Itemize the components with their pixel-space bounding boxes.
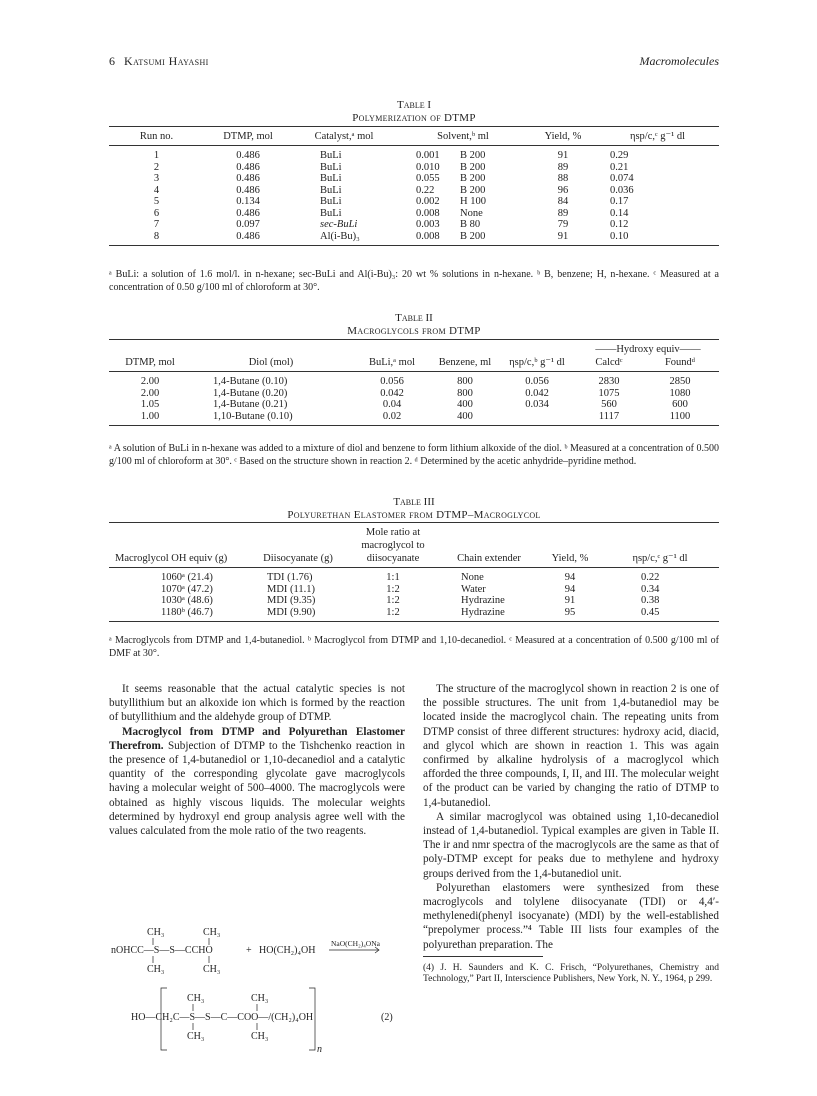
table2-group-header: ——Hydroxy equiv—— xyxy=(595,344,701,355)
ch3-label: CH₃ xyxy=(187,1031,205,1042)
table1-header-run: Run no. xyxy=(109,127,204,146)
table1-caption xyxy=(109,99,719,125)
left-column xyxy=(109,682,405,838)
table2-header-viscosity: ηsp/c,ᵇ g⁻¹ dl xyxy=(497,356,577,372)
table3-caption xyxy=(109,496,719,522)
ch3-label: CH₃ xyxy=(203,964,221,975)
table-row: 1.00 1,10-Butane (0.10) 0.02 400 1117 1100 xyxy=(109,411,719,426)
paragraph: Macroglycol from DTMP and Polyurethan Elastomer Therefrom. Subjection of DTMP to the Tishchenko reaction in the presence of 1,4-butanediol or 1,10-decanediol and a catalytic quantity of the corresponding glycolate gave macroglycols having a molecular weight of 500–4000. The macroglycols were obtained as highly viscous liquids. The molecular weights determined by hydroxyl end group analysis agree well with the values calculated from the mole ratio of the two reagents. xyxy=(109,725,405,838)
table-row: 1.05 1,4-Butane (0.21) 0.04 400 0.034 560 600 xyxy=(140,399,688,410)
paragraph: It seems reasonable that the actual catalytic species is not butyllithium but an alkoxide ion which is formed by the reaction of butyllithium and the aldehyde group of DTMP. xyxy=(109,683,405,724)
reaction-number: (2) xyxy=(381,1012,393,1023)
table-row: 5 0.134 BuLi 0.002 H 100 84 0.17 xyxy=(153,196,629,207)
table1 xyxy=(109,126,719,246)
ch3-label: CH₃ xyxy=(147,964,165,975)
table1-title: Polymerization of DTMP xyxy=(352,112,476,124)
table-row: 3 0.486 BuLi 0.055 B 200 88 0.074 xyxy=(153,173,634,184)
paragraph: The structure of the macroglycol shown in reaction 2 is one of the possible structures. The unit from 1,4-butanediol may be located inside the macroglycol chain. The repeating units from DTMP consist of three different structures: hydroxy acid, diacid, and glycol which are shown in reaction 1. This was again confirmed by alkaline hydrolysis of a macroglycol which afforded the three compounds, I, II, and III. The molecular weight of the product can be varied by changing the ratio of DTMP to 1,4-butanediol. xyxy=(423,683,719,809)
reactant-dtmp: nOHCC—S—S—CCHO xyxy=(111,945,213,956)
table3-header-moleratio: Mole ratio at macroglycol to diisocyanate xyxy=(347,523,439,568)
table2-header-found: Foundᵈ xyxy=(641,356,719,372)
ch3-label: CH₃ xyxy=(251,993,269,1004)
table1-label: Table I xyxy=(396,99,432,111)
table2-label: Table II xyxy=(395,312,433,324)
page-number-author xyxy=(109,54,209,69)
reactant-butanediol: HO(CH₂)₄OH xyxy=(259,945,316,956)
table1-header-yield: Yield, % xyxy=(530,127,596,146)
reference-4: (4) J. H. Saunders and K. C. Frisch, “Polyurethanes, Chemistry and Technology,” Part II, Interscience Publishers, New York, N. Y., 1964, p 299. xyxy=(423,962,719,985)
table2-caption xyxy=(109,312,719,338)
table3-header-extender: Chain extender xyxy=(439,523,539,568)
section-heading: Macroglycol from DTMP and Polyurethan Elastomer Therefrom. xyxy=(109,725,405,752)
table2-header-buli: BuLi,ᵃ mol xyxy=(351,356,433,372)
product-macroglycol: HO—CH₂C—S—S—C—COO—/(CH₂)₄OH xyxy=(131,1012,314,1023)
ch3-label: CH₃ xyxy=(187,993,205,1004)
table-row: 2 0.486 BuLi 0.010 B 200 89 0.21 xyxy=(153,161,629,173)
table1-header-dtmp: DTMP, mol xyxy=(204,127,292,146)
table3-footnote: ᵃ Macroglycols from DTMP and 1,4-butanediol. ᵇ Macroglycol from DTMP and 1,10-decanediol. ᶜ Measured at a concentration of 0.500 g/100 ml of DMF at 30°. xyxy=(109,635,719,659)
running-header xyxy=(109,54,719,70)
table-row: 2.00 1,4-Butane (0.10) 0.056 800 0.056 2830 2850 xyxy=(140,376,691,387)
table1-header-viscosity: ηsp/c,ᶜ g⁻¹ dl xyxy=(596,127,719,146)
ch3-label: CH₃ xyxy=(203,927,221,938)
reaction-scheme xyxy=(109,926,409,1066)
table-row: 6 0.486 BuLi 0.008 None 89 0.14 xyxy=(153,207,629,219)
table2-header-benzene: Benzene, ml xyxy=(433,356,497,372)
table2-title: Macroglycols from DTMP xyxy=(347,325,481,337)
paragraph: Polyurethan elastomers were synthesized from these macroglycols and tolylene diisocyanate (TDI) or 4,4′-methylenedi(phenyl isocyanate) (MDI) by the well-established “prepolymer process.”⁴ Table III lists four examples of the polyurethan preparation. The xyxy=(423,881,719,951)
table-row: 1060ᵃ (21.4) TDI (1.76) 1:1 None 94 0.22 xyxy=(161,572,660,583)
footnote-divider xyxy=(423,956,543,957)
table3-header-diisocyanate: Diisocyanate (g) xyxy=(249,523,347,568)
ch3-label: CH₃ xyxy=(147,927,165,938)
page-number: 6 xyxy=(109,54,115,68)
table3-title: Polyurethan Elastomer from DTMP–Macroglycol xyxy=(287,509,541,521)
paragraph: A similar macroglycol was obtained using 1,10-decanediol instead of 1,4-butanediol. Typical examples are given in Table II. The ir and nmr spectra of the macroglycols are the same as that of poly-DTMP except for peaks due to methylene and hydroxy groups derived from the 1,4-butanediol unit. xyxy=(423,810,719,880)
table3-header-macroglycol: Macroglycol OH equiv (g) xyxy=(109,523,249,568)
table-row: 7 0.097 sec-BuLi 0.003 B 80 79 0.12 xyxy=(153,219,629,230)
repeat-n: n xyxy=(317,1044,322,1055)
table3-header-yield: Yield, % xyxy=(539,523,601,568)
table-row: 1180ᵇ (46.7) MDI (9.90) 1:2 Hydrazine 95 0.45 xyxy=(109,607,719,622)
table-row: 1070ᵃ (47.2) MDI (11.1) 1:2 Water 94 0.34 xyxy=(161,583,660,595)
table2-footnote: ᵃ A solution of BuLi in n-hexane was added to a mixture of diol and benzene to form lithium alkoxide of the diol. ᵇ Measured at a concentration of 0.500 g/100 ml of chloroform at 30°. ᶜ Based on the structure shown in reaction 2. ᵈ Determined by the acetic anhydride–pyridine method. xyxy=(109,443,719,467)
table-row: 2.00 1,4-Butane (0.20) 0.042 800 0.042 1075 1080 xyxy=(140,387,691,399)
right-column xyxy=(423,682,719,986)
table1-header-solvent: Solvent,ᵇ ml xyxy=(396,127,530,146)
table2-header-diol: Diol (mol) xyxy=(191,356,351,372)
table-row: 1030ᵃ (48.6) MDI (9.35) 1:2 Hydrazine 91 0.38 xyxy=(161,595,660,606)
table1-header-catalyst: Catalyst,ᵃ mol xyxy=(292,127,396,146)
table3 xyxy=(109,522,719,622)
plus-sign: + xyxy=(246,945,252,956)
reaction-scheme-drawing xyxy=(109,926,409,1066)
table3-label: Table III xyxy=(393,496,435,508)
table-row: 4 0.486 BuLi 0.22 B 200 96 0.036 xyxy=(153,184,634,196)
table2-header-calcd: Calcdᶜ xyxy=(577,356,641,372)
table3-header-viscosity: ηsp/c,ᶜ g⁻¹ dl xyxy=(601,523,719,568)
author-name: Katsumi Hayashi xyxy=(124,54,209,68)
ch3-label: CH₃ xyxy=(251,1031,269,1042)
table2 xyxy=(109,339,719,426)
table-row: 1 0.486 BuLi 0.001 B 200 91 0.29 xyxy=(153,150,629,161)
table-row: 8 0.486 Al(i-Bu)₃ 0.008 B 200 91 0.10 xyxy=(109,231,719,246)
table1-footnote: ᵃ BuLi: a solution of 1.6 mol/l. in n-hexane; sec-BuLi and Al(i-Bu)₃: 20 wt % solutions in n-hexane. ᵇ B, benzene; H, n-hexane. ᶜ Measured at a concentration of 0.50 g/100 ml of chloroform at 30°. xyxy=(109,269,719,293)
table2-header-dtmp: DTMP, mol xyxy=(109,356,191,372)
journal-name: Macromolecules xyxy=(639,54,719,68)
catalyst-label: NaO(CH₂)₄ONa xyxy=(331,939,380,948)
